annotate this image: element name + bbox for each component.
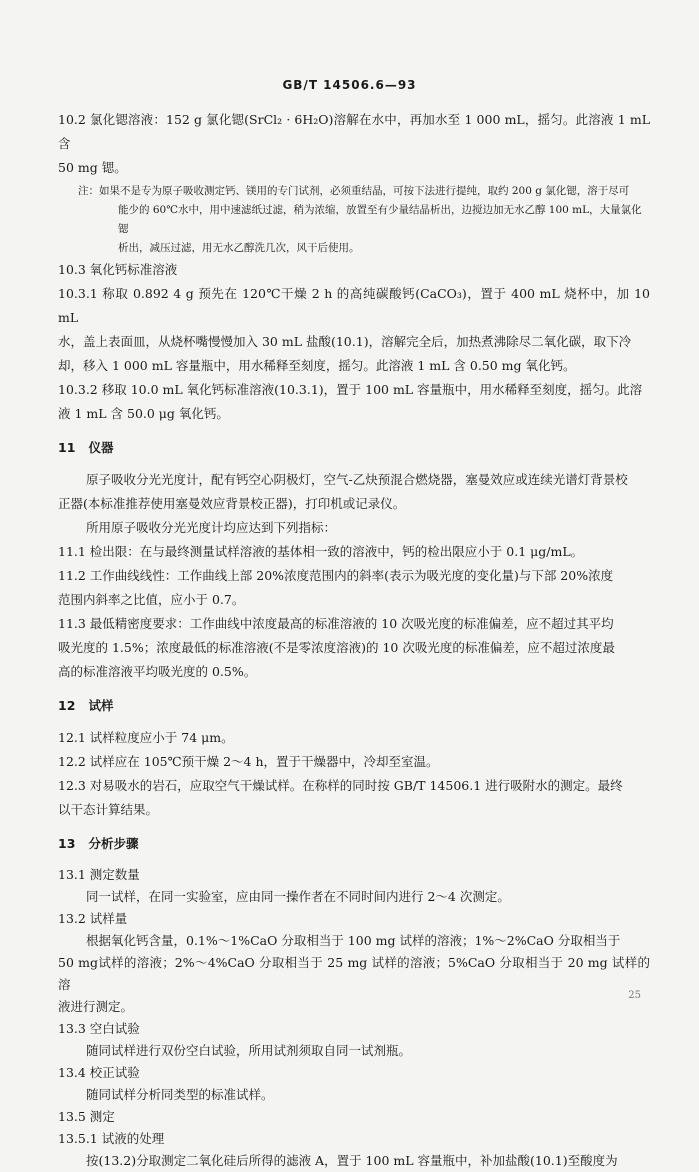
paragraph-line: 所用原子吸收分光光度计均应达到下列指标： [86,520,337,535]
paragraph-line: 随同试样进行双份空白试验，所用试剂须取自同一试剂瓶。 [86,1043,412,1058]
clause-10-2-line: 50 mg 锶。 [58,160,127,175]
paragraph-line: 随同试样分析同类型的标准试样。 [86,1087,274,1102]
paragraph-line: 按(13.2)分取测定二氧化硅后所得的滤液 A，置于 100 mL 容量瓶中，补加盐酸(10.1)至酸度为 [86,1153,618,1168]
note-line: 注：如果不是专为原子吸收测定钙、镁用的专门试剂，必须重结晶，可按下法进行提纯，取约 200 g 氯化锶，溶于尽可 [78,185,630,197]
clause-12-2-line: 12.2 试样应在 105℃预干燥 2～4 h，置于干燥器中，冷却至室温。 [58,754,439,769]
section-11-heading [58,436,650,460]
clause-13-3-heading: 13.3 空白试验 [58,1021,140,1036]
paragraph-line: 原子吸收分光光度计，配有钙空心阴极灯，空气-乙炔预混合燃烧器，塞曼效应或连续光谱灯背景校 [86,472,628,487]
section-title: 仪器 [88,440,114,455]
clause-11-3-line: 吸光度的 1.5%；浓度最低的标准溶液(不是零浓度溶液)的 10 次吸光度的标准偏差，应不超过浓度最 [58,640,615,655]
note-line: 能少的 60℃水中，用中速滤纸过滤，稍为浓缩，放置至有少量结晶析出，边搅边加无水乙醇 100 mL，大量氯化锶 [118,204,642,235]
paragraph-line: 液进行测定。 [58,999,134,1014]
standard-number-header: GB/T 14506.6—93 [282,78,417,92]
document-body [58,108,650,1172]
section-13-heading [58,832,650,856]
section-title: 分析步骤 [88,836,139,851]
paragraph-line: 同一试样，在同一实验室，应由同一操作者在不同时间内进行 2～4 次测定。 [86,889,510,904]
clause-10-3-1-line: 水，盖上表面皿，从烧杯嘴慢慢加入 30 mL 盐酸(10.1)，溶解完全后，加热煮沸除尽二氧化碳，取下冷 [58,334,632,349]
clause-10-3-2-line: 10.3.2 移取 10.0 mL 氧化钙标准溶液(10.3.1)，置于 100 mL 容量瓶中，用水稀释至刻度，摇匀。此溶 [58,382,643,397]
section-title: 试样 [88,698,114,713]
section-number: 11 [58,440,76,455]
note-line: 析出，减压过滤，用无水乙醇洗几次，风干后使用。 [118,242,360,254]
section-number: 13 [58,836,76,851]
clause-11-1-line: 11.1 检出限：在与最终测量试样溶液的基体相一致的溶液中，钙的检出限应小于 0.1 μg/mL。 [58,544,584,559]
clause-10-3-heading: 10.3 氧化钙标准溶液 [58,262,178,277]
clause-10-3-1-line: 却，移入 1 000 mL 容量瓶中，用水稀释至刻度，摇匀。此溶液 1 mL 含 0.50 mg 氧化钙。 [58,358,576,373]
clause-10-3-2-line: 液 1 mL 含 50.0 μg 氧化钙。 [58,406,229,421]
clause-11-2-line: 11.2 工作曲线线性：工作曲线上部 20%浓度范围内的斜率(表示为吸光度的变化量)与下部 20%浓度 [58,568,614,583]
page-number: 25 [628,990,641,1001]
section-number: 12 [58,698,76,713]
clause-11-3-line: 高的标准溶液平均吸光度的 0.5%。 [58,664,257,679]
clause-12-1-line: 12.1 试样粒度应小于 74 μm。 [58,730,234,745]
clause-13-5-heading: 13.5 测定 [58,1109,115,1124]
clause-10-2-line: 10.2 氯化锶溶液：152 g 氯化锶(SrCl₂ · 6H₂O)溶解在水中，再加水至 1 000 mL，摇匀。此溶液 1 mL 含 [58,112,650,151]
clause-10-3-1-line: 10.3.1 称取 0.892 4 g 预先在 120℃干燥 2 h 的高纯碳酸钙(CaCO₃)，置于 400 mL 烧杯中，加 10 mL [58,286,650,325]
clause-13-4-heading: 13.4 校正试验 [58,1065,140,1080]
paragraph-line: 正器(本标准推荐使用塞曼效应背景校正器)，打印机或记录仪。 [58,496,406,511]
paragraph-line: 50 mg试样的溶液；2%～4%CaO 分取相当于 25 mg 试样的溶液；5%CaO 分取相当于 20 mg 试样的溶 [58,955,650,992]
clause-13-1-heading: 13.1 测定数量 [58,867,140,882]
clause-11-2-line: 范围内斜率之比值，应小于 0.7。 [58,592,245,607]
clause-13-2-heading: 13.2 试样量 [58,911,128,926]
clause-13-5-1-heading: 13.5.1 试液的处理 [58,1131,165,1146]
paragraph-line: 根据氧化钙含量，0.1%～1%CaO 分取相当于 100 mg 试样的溶液；1%～2%CaO 分取相当于 [86,933,621,948]
clause-11-3-line: 11.3 最低精密度要求：工作曲线中浓度最高的标准溶液的 10 次吸光度的标准偏差，应不超过其平均 [58,616,614,631]
section-12-heading [58,694,650,718]
note-block [58,182,650,258]
clause-12-3-line: 以干态计算结果。 [58,802,159,817]
clause-12-3-line: 12.3 对易吸水的岩石，应取空气干燥试样。在称样的同时按 GB/T 14506.1 进行吸附水的测定。最终 [58,778,623,793]
